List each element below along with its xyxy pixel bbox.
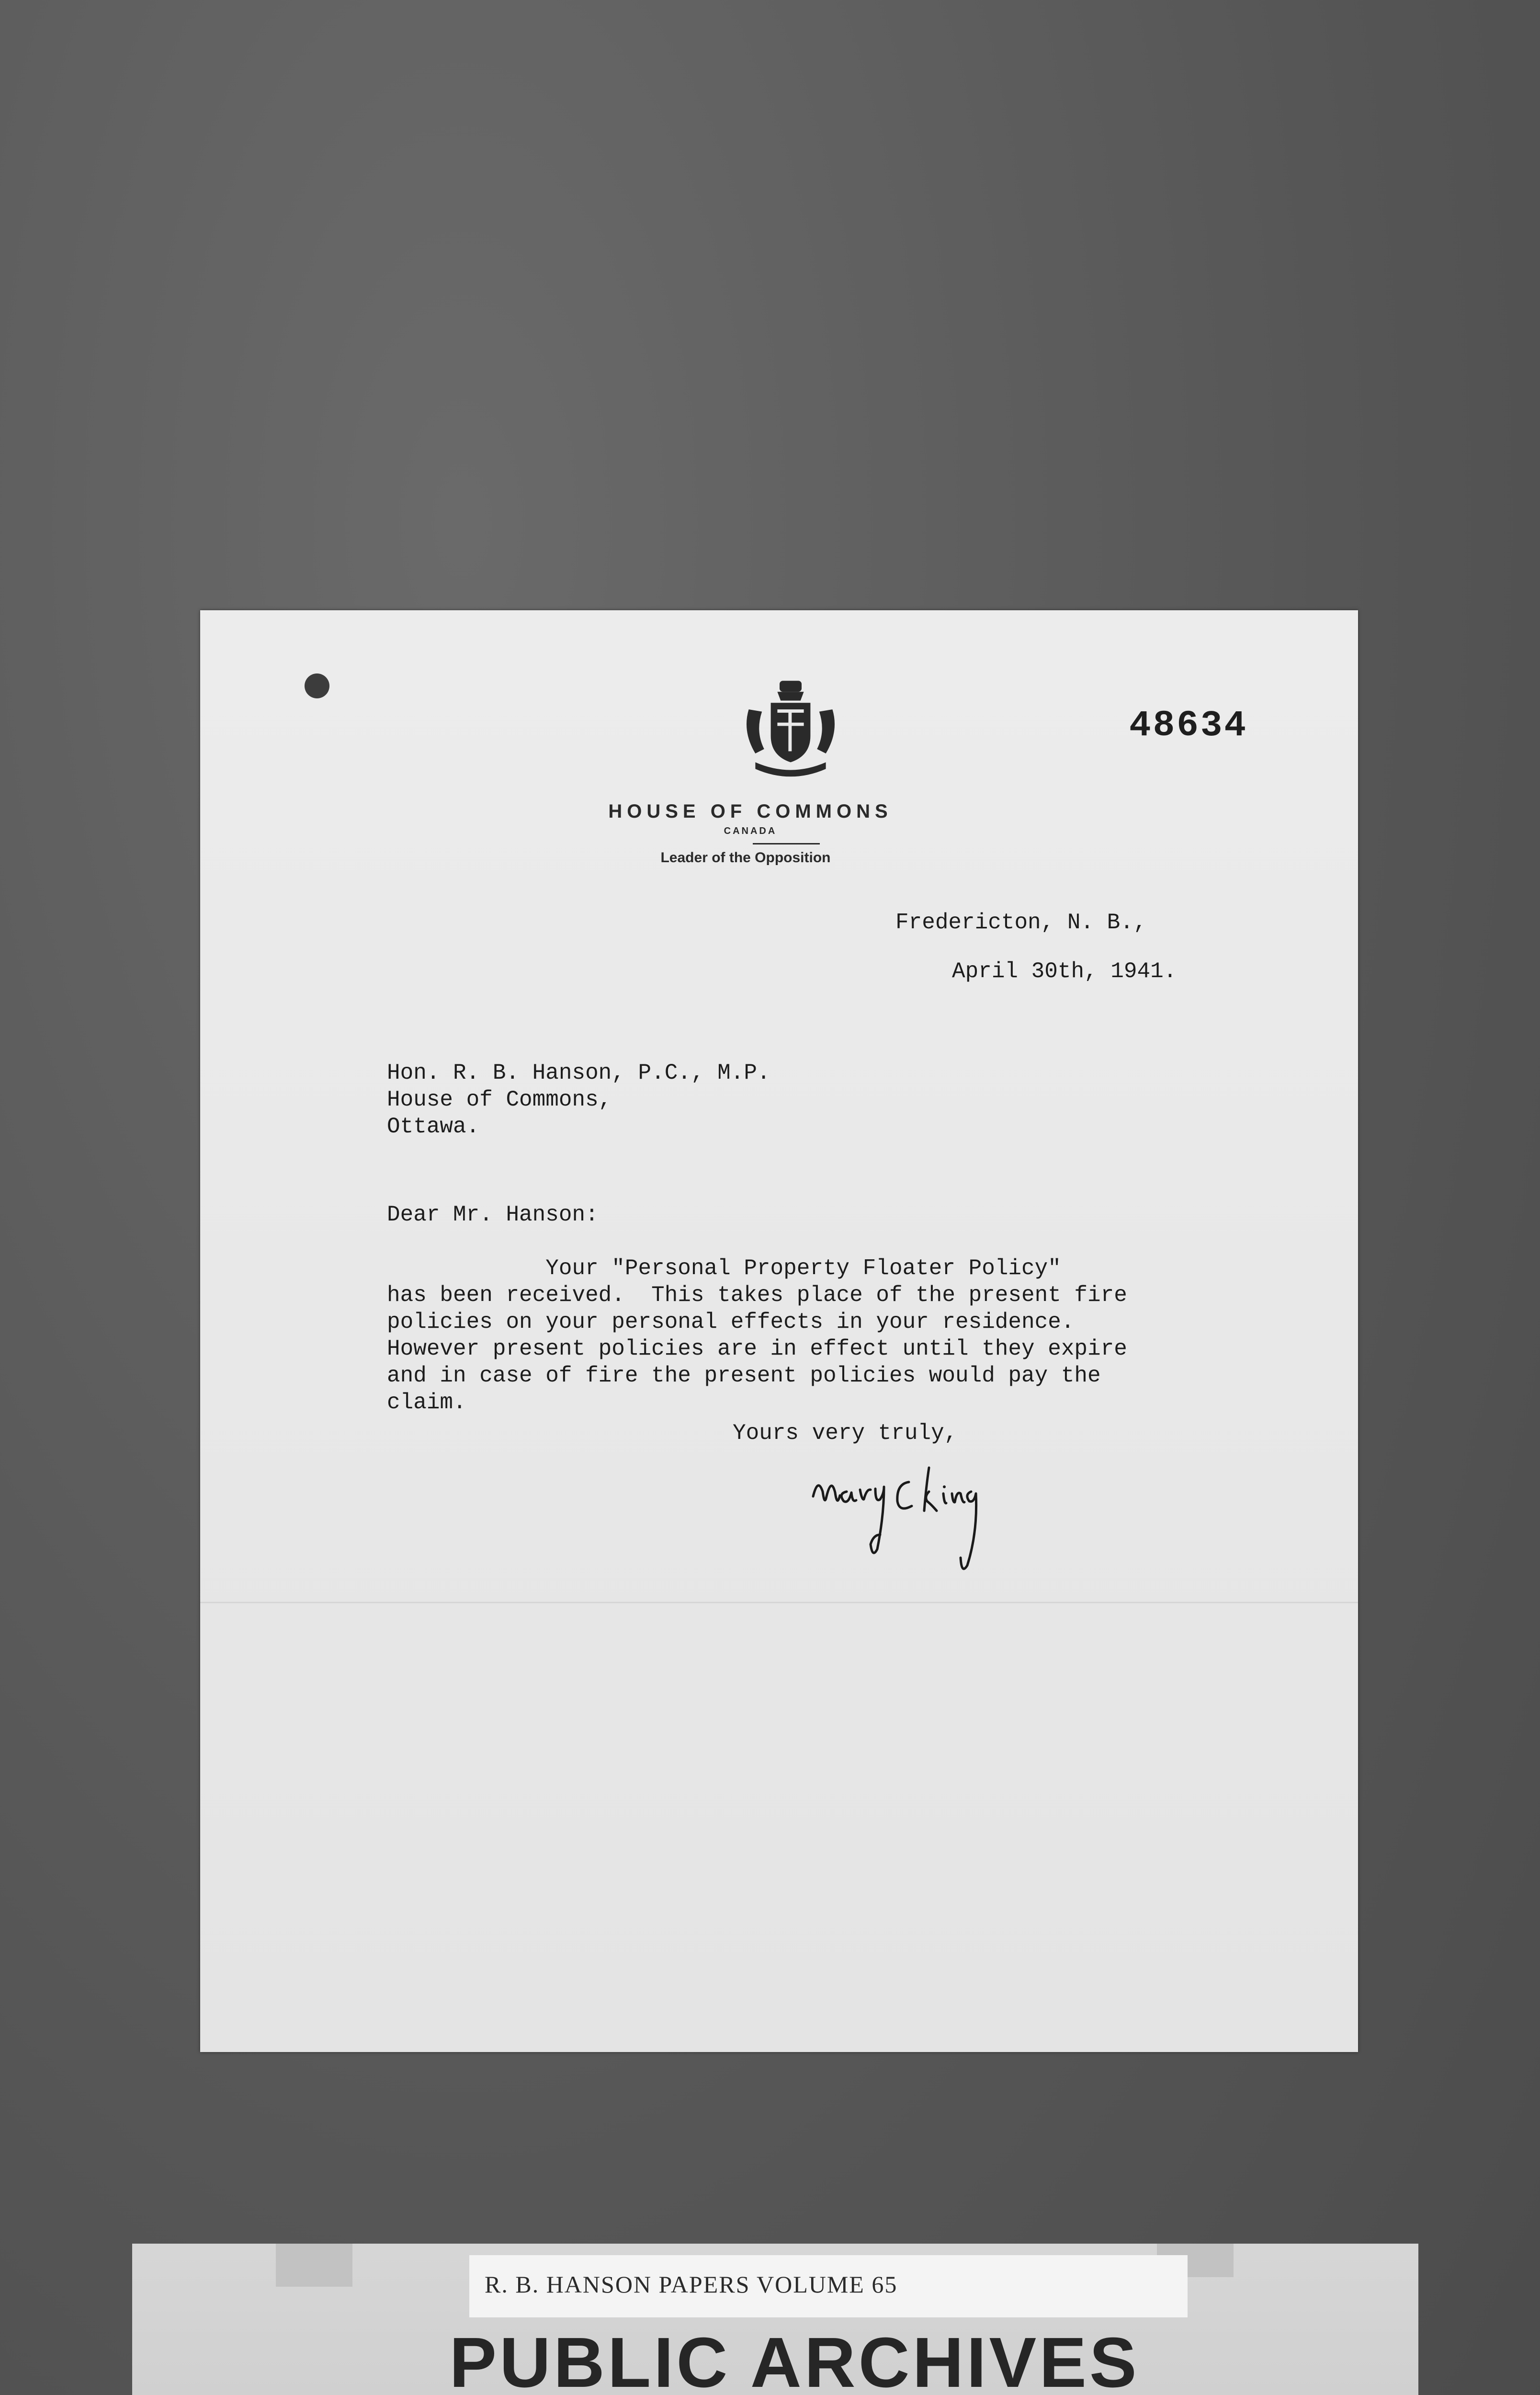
salutation: Dear Mr. Hanson: (387, 1202, 599, 1227)
letter-page (200, 610, 1358, 2052)
punch-hole (305, 673, 329, 698)
letter-body: Your "Personal Property Floater Policy" has been received. This takes place of the present fire policies on your personal effects in your residence. However present policies are in effect until they expire and in case of fire the present policies would pay the claim. (387, 1256, 1127, 1415)
volume-label: R. B. HANSON PAPERS VOLUME 65 (485, 2271, 898, 2298)
handwritten-signature (804, 1453, 1024, 1597)
letterhead-rule (753, 843, 820, 844)
coat-of-arms-icon (736, 676, 846, 787)
letterhead-country: CANADA (724, 826, 777, 836)
letter-date: April 30th, 1941. (952, 959, 1177, 984)
archive-label (132, 2244, 1418, 2395)
letterhead-institution: HOUSE OF COMMONS (608, 801, 893, 822)
tape-strip (276, 2244, 352, 2287)
recipient-address: Hon. R. B. Hanson, P.C., M.P. House of Commons, Ottawa. (387, 1061, 770, 1139)
archive-title-en: PUBLIC ARCHIVES (449, 2323, 1140, 2395)
document-number: 48634 (1129, 705, 1248, 746)
letter-place: Fredericton, N. B., (895, 910, 1147, 935)
letterhead-office: Leader of the Opposition (660, 850, 831, 866)
closing: Yours very truly, (733, 1421, 958, 1446)
fold-line (200, 1602, 1358, 1603)
volume-label-strip (469, 2255, 1188, 2317)
